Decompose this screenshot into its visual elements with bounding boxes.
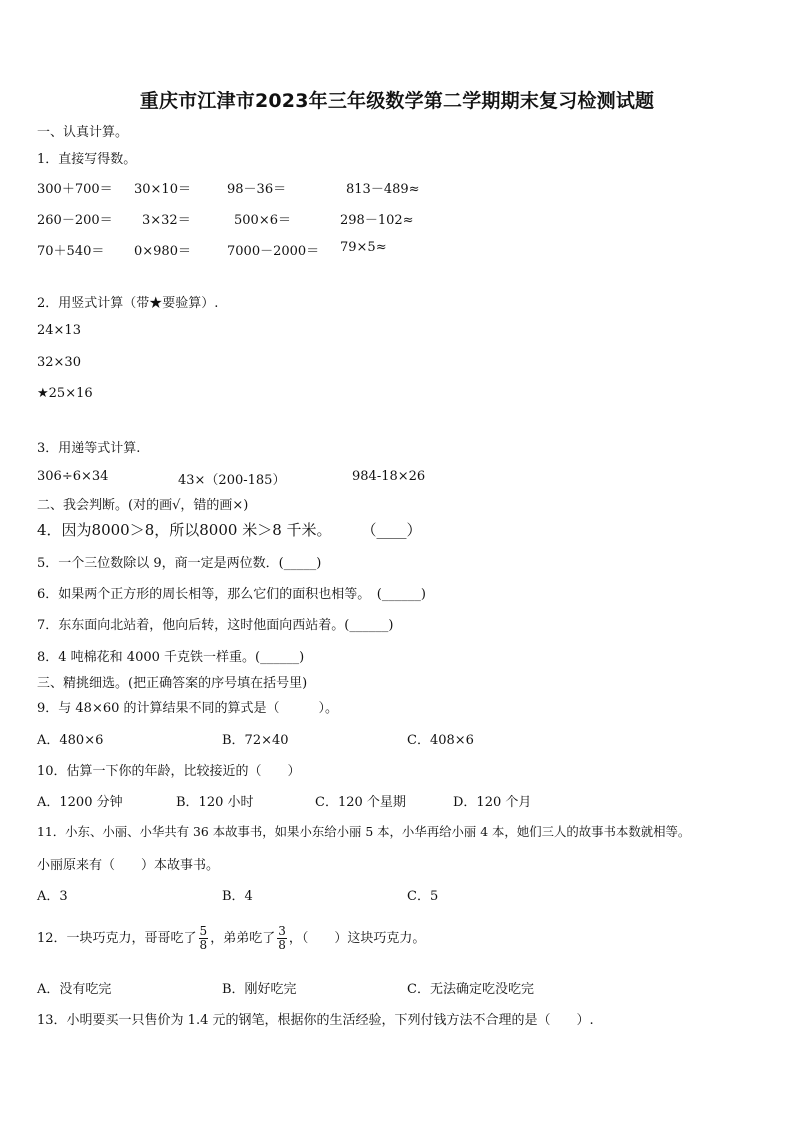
q9-option-a: A．480×6 [37, 733, 104, 748]
q1-expr: 500×6＝ [234, 213, 291, 228]
q3-item: 306÷6×34 [37, 469, 109, 484]
q2-item: 24×13 [37, 323, 81, 338]
q1-expr: 0×980＝ [134, 244, 191, 259]
question-9-stem: 9．与 48×60 的计算结果不同的算式是（ ）。 [37, 701, 339, 716]
q9-option-b: B．72×40 [222, 733, 289, 748]
question-12-stem [37, 921, 425, 957]
frac-denominator: 8 [199, 938, 208, 952]
q2-item: ★25×16 [37, 386, 93, 401]
q1-expr: 79×5≈ [340, 240, 387, 255]
question-6: 6．如果两个正方形的周长相等，那么它们的面积也相等。 (______) [37, 587, 426, 602]
frac-numerator: 5 [199, 924, 208, 938]
question-5: 5．一个三位数除以 9，商一定是两位数．(_____) [37, 556, 322, 571]
q11-option-b: B．4 [222, 889, 253, 904]
q1-expr: 30×10＝ [134, 182, 191, 197]
frac-numerator: 3 [278, 924, 286, 938]
q10-option-b: B．120 小时 [176, 795, 254, 810]
question-3-stem: 3．用递等式计算. [37, 441, 141, 456]
q1-expr: 7000－2000＝ [227, 244, 320, 259]
q12-text: ，（ ）这块巧克力。 [288, 931, 426, 946]
q3-item: 43×（200-185） [178, 473, 286, 488]
fraction-three-eighths [277, 925, 287, 952]
question-4: 4．因为8000＞8，所以8000 米＞8 千米。 （____） [37, 521, 422, 539]
q1-expr: 3×32＝ [142, 213, 191, 228]
question-1-stem: 1．直接写得数。 [37, 152, 137, 167]
q1-expr: 298－102≈ [340, 213, 414, 228]
question-2-stem: 2．用竖式计算（带★要验算）. [37, 296, 219, 311]
q1-expr: 98－36＝ [227, 182, 287, 197]
q1-expr: 70＋540＝ [37, 244, 105, 259]
question-8: 8．4 吨棉花和 4000 千克铁一样重。(______) [37, 650, 305, 665]
page-title: 重庆市江津市2023年三年级数学第二学期期末复习检测试题 [139, 90, 655, 112]
question-11-stem: 11．小东、小丽、小华共有 36 本故事书，如果小东给小丽 5 本，小华再给小丽 4 本，她们三人的故事书本数就相等。 [37, 824, 691, 839]
question-10-stem: 10．估算一下你的年龄，比较接近的（ ） [37, 764, 301, 779]
q12-text: 12．一块巧克力，哥哥吃了 [37, 931, 197, 946]
q10-option-a: A．1200 分钟 [37, 795, 123, 810]
question-13-stem: 13．小明要买一只售价为 1.4 元的钢笔，根据你的生活经验，下列付钱方法不合理的是（ ）. [37, 1013, 594, 1028]
q1-expr: 260－200＝ [37, 213, 113, 228]
q9-option-c: C．408×6 [407, 733, 474, 748]
q2-item: 32×30 [37, 355, 81, 370]
section-1-heading: 一、认真计算。 [37, 125, 129, 140]
section-3-heading: 三、精挑细选。(把正确答案的序号填在括号里) [37, 676, 308, 691]
q1-expr: 813－489≈ [346, 182, 420, 197]
q12-option-a: A．没有吃完 [37, 982, 112, 997]
q11-option-a: A．3 [37, 889, 68, 904]
q12-option-b: B．刚好吃完 [222, 982, 297, 997]
frac-denominator: 8 [278, 938, 286, 952]
question-7: 7．东东面向北站着，他向后转，这时他面向西站着。(______) [37, 618, 394, 633]
q1-expr: 300＋700＝ [37, 182, 113, 197]
fraction-five-eighths [199, 925, 209, 952]
q11-option-c: C．5 [407, 889, 439, 904]
q12-text: ，弟弟吃了 [210, 931, 276, 946]
q10-option-c: C．120 个星期 [315, 795, 406, 810]
question-11-stem-cont: 小丽原来有（ ）本故事书。 [37, 858, 220, 873]
q3-item: 984-18×26 [352, 469, 426, 484]
q10-option-d: D．120 个月 [453, 795, 532, 810]
q12-option-c: C．无法确定吃没吃完 [407, 982, 534, 997]
section-2-heading: 二、我会判断。(对的画√，错的画×) [37, 498, 249, 513]
